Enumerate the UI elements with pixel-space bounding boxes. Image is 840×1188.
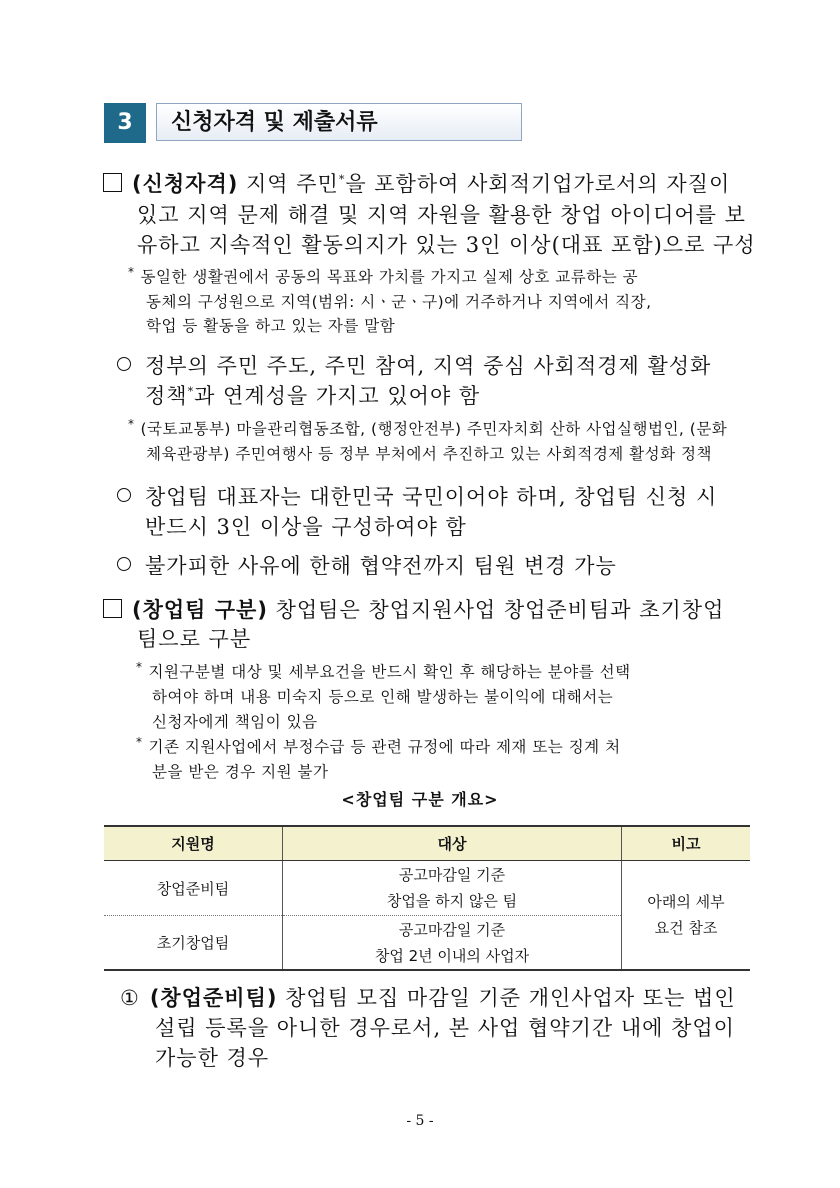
representative-line-1: 창업팀 대표자는 대한민국 국민이어야 하며, 창업팀 신청 시 <box>117 481 717 511</box>
checkbox-square-icon <box>103 599 122 618</box>
team-types-note-3: 신청자에게 책임이 있음 <box>152 713 318 731</box>
qualification-line-3: 유하고 지속적인 활동의지가 있는 3인 이상(대표 포함)으로 구성 <box>137 233 756 257</box>
qualification-note-3: 학업 등 활동을 하고 있는 자를 말함 <box>146 317 396 335</box>
table-header-name: 지원명 <box>104 826 283 861</box>
circled-number: ① <box>120 986 140 1010</box>
team-types-note-2: 하여야 하며 내용 미숙지 등으로 인해 발생하는 불이익에 대해서는 <box>152 688 614 706</box>
section-number: 3 <box>104 103 146 143</box>
prep-team-heading: (창업준비팀) <box>149 986 278 1010</box>
table-cell-remark: 아래의 세부 요건 참조 <box>622 861 751 971</box>
table-cell-name: 초기창업팀 <box>104 916 283 971</box>
checkbox-square-icon <box>103 173 122 192</box>
table-cell-target: 공고마감일 기준 창업을 하지 않은 팀 <box>283 861 622 916</box>
qualification-line-1: (신청자격) 지역 주민*을 포함하여 사회적기업가로서의 자질이 <box>103 168 730 198</box>
section-title: 신청자격 및 제출서류 <box>156 103 522 141</box>
table-header-remark: 비고 <box>622 826 751 861</box>
team-types-table <box>104 825 750 971</box>
prep-team-line-2: 설립 등록을 아니한 경우로서, 본 사업 협약기간 내에 창업이 <box>155 1016 735 1040</box>
team-types-note-4: * 기존 지원사업에서 부정수급 등 관련 규정에 따라 제재 또는 징계 처 <box>136 735 621 756</box>
change-line: 불가피한 사유에 한해 협약전까지 팀원 변경 가능 <box>117 550 617 580</box>
prep-team-line-1: ① (창업준비팀) 창업팀 모집 마감일 기준 개인사업자 또는 법인 <box>120 986 736 1010</box>
table-row <box>104 861 750 916</box>
policy-line-2: 정책*과 연계성을 가지고 있어야 함 <box>145 384 481 408</box>
table-cell-name: 창업준비팀 <box>104 861 283 916</box>
table-cell-target: 공고마감일 기준 창업 2년 이내의 사업자 <box>283 916 622 971</box>
qualification-note-2: 동체의 구성원으로 지역(범위: 시ㆍ군ㆍ구)에 거주하거나 지역에서 직장, <box>146 293 652 311</box>
policy-note-1: * (국토교통부) 마을관리협동조합, (행정안전부) 주민자치회 산하 사업실행법인, (문화 <box>128 417 728 438</box>
qualification-heading: (신청자격) <box>132 172 239 196</box>
policy-note-2: 체육관광부) 주민여행사 등 정부 부처에서 추진하고 있는 사회적경제 활성화 정책 <box>146 445 713 463</box>
team-types-note-1: * 지원구분별 대상 및 세부요건을 반드시 확인 후 해당하는 분야를 선택 <box>136 660 631 681</box>
team-types-note-5: 분을 받은 경우 지원 불가 <box>152 763 329 781</box>
table-header-target: 대상 <box>283 826 622 861</box>
table-caption: <창업팀 구분 개요> <box>341 790 499 809</box>
representative-line-2: 반드시 3인 이상을 구성하여야 함 <box>145 515 467 539</box>
policy-line-1: 정부의 주민 주도, 주민 참여, 지역 중심 사회적경제 활성화 <box>117 350 711 380</box>
page-number: - 5 - <box>406 1113 434 1129</box>
bullet-circle-icon <box>117 557 131 571</box>
team-types-line-2: 팀으로 구분 <box>137 627 252 651</box>
qualification-line-2: 있고 지역 문제 해결 및 지역 자원을 활용한 창업 아이디어를 보 <box>137 203 746 227</box>
bullet-circle-icon <box>117 357 131 371</box>
qualification-note-1: * 동일한 생활권에서 공동의 목표와 가치를 가지고 실제 상호 교류하는 공 <box>128 265 639 286</box>
team-types-line-1: (창업팀 구분) 창업팀은 창업지원사업 창업준비팀과 초기창업 <box>103 594 724 624</box>
bullet-circle-icon <box>117 488 131 502</box>
prep-team-line-3: 가능한 경우 <box>155 1046 270 1070</box>
team-types-heading: (창업팀 구분) <box>132 598 268 622</box>
